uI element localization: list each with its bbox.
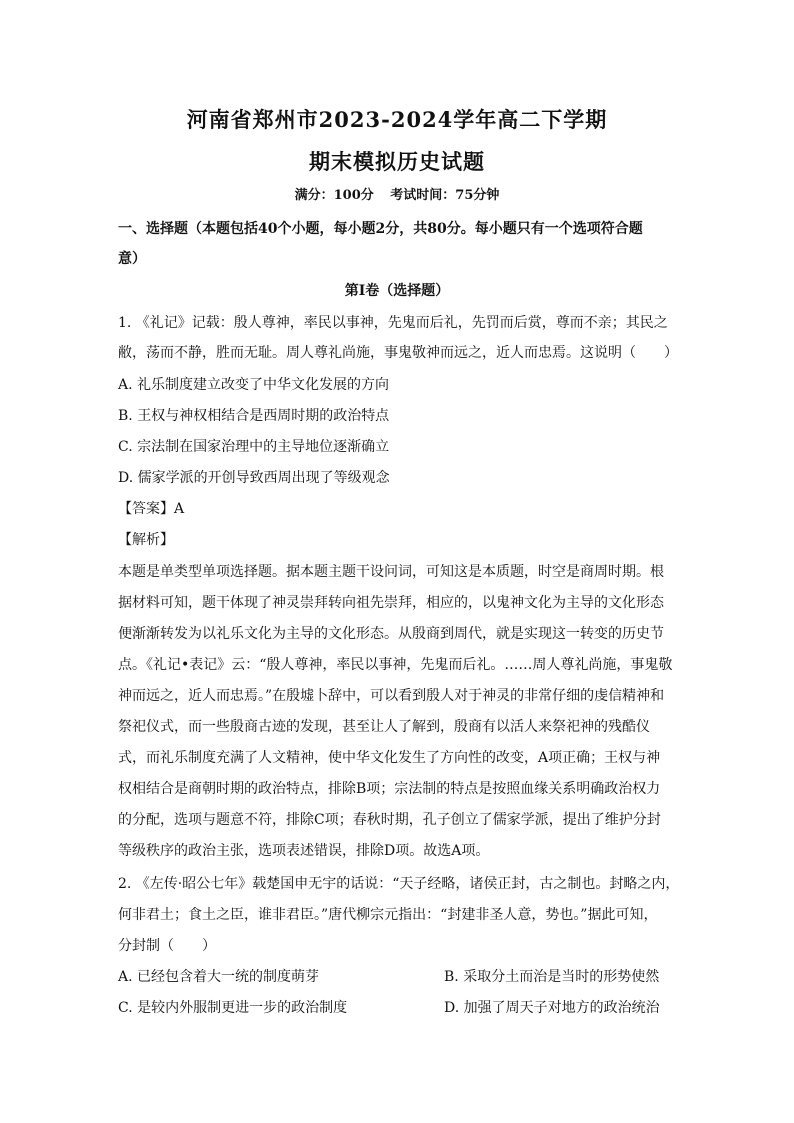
q2-stem-line1: 2. 《左传·昭公七年》载楚国申无宇的话说：“天子经略，诸侯正封，古之制也。封略之内，	[118, 876, 680, 892]
q2-option-b: B. 采取分土而治是当时的形势使然	[444, 969, 660, 985]
q2-option-d: D. 加强了周天子对地方的政治统治	[444, 1000, 660, 1016]
q2-stem-line2: 何非君土；食土之臣，谁非君臣。”唐代柳宗元指出：“封建非圣人意，势也。”据此可知，	[118, 907, 658, 923]
exam-title-line1: 河南省郑州市2023-2024学年高二下学期	[186, 107, 608, 132]
section-instructions-line2: 意）	[118, 251, 146, 267]
q1-analysis-line: 等级秩序的政治主张，选项表述错误，排除D项。故选A项。	[118, 843, 490, 859]
exam-meta	[0, 184, 794, 203]
q1-analysis-label: 【解析】	[118, 532, 174, 548]
volume-title: 第I卷（选择题）	[344, 283, 450, 299]
q1-analysis-line: 式，而礼乐制度充满了人文精神，使中华文化发生了方向性的改变，A项正确；王权与神	[118, 750, 661, 766]
q1-analysis-line: 权相结合是商朝时期的政治特点，排除B项；宗法制的特点是按照血缘关系明确政治权力	[118, 781, 661, 797]
q1-analysis-line: 便渐渐转发为以礼乐文化为主导的文化形态。从殷商到周代，就是实现这一转变的历史节	[118, 626, 664, 642]
q1-analysis-line: 据材料可知，题干体现了神灵崇拜转向祖先崇拜，相应的，以鬼神文化为主导的文化形态	[118, 595, 664, 611]
q2-option-a: A. 已经包含着大一统的制度萌芽	[118, 969, 320, 985]
q1-analysis-line: 本题是单类型单项选择题。据本题主题干设问词，可知这是本质题，时空是商周时期。根	[118, 564, 664, 580]
full-score: 满分：100分	[294, 188, 374, 203]
q1-analysis-line: 神而远之，近人而忠焉。”在殷墟卜辞中，可以看到殷人对于神灵的非常仔细的虔信精神和	[118, 688, 665, 704]
q1-analysis-line: 的分配，选项与题意不符，排除C项；春秋时期，孔子创立了儒家学派，提出了维护分封	[118, 812, 661, 828]
q1-option-c: C. 宗法制在国家治理中的主导地位逐渐确立	[118, 439, 390, 455]
exam-title-line2: 期末模拟历史试题	[309, 149, 485, 174]
q1-answer: 【答案】A	[118, 501, 185, 517]
q1-analysis-line: 祭祀仪式，而一些殷商古迹的发现，甚至让人了解到，殷商有以活人来祭祀神的残酷仪	[118, 719, 650, 735]
q1-option-a: A. 礼乐制度建立改变了中华文化发展的方向	[118, 377, 390, 393]
section-instructions-line1: 一、选择题（本题包括40个小题，每小题2分，共80分。每小题只有一个选项符合题	[118, 221, 643, 237]
q1-option-b: B. 王权与神权相结合是西周时期的政治特点	[118, 408, 390, 424]
q1-option-d: D. 儒家学派的开创导致西周出现了等级观念	[118, 470, 390, 486]
q2-stem-line3: 分封制（ ）	[118, 938, 216, 954]
q1-stem-line1: 1. 《礼记》记载：殷人尊神，率民以事神，先鬼而后礼，先罚而后赏，尊而不亲；其民之	[118, 315, 668, 331]
exam-time: 考试时间：75分钟	[390, 188, 500, 203]
q2-option-c: C. 是较内外服制更进一步的政治制度	[118, 1000, 348, 1016]
q1-stem-line2: 敝，荡而不静，胜而无耻。周人尊礼尚施，事鬼敬神而远之，近人而忠焉。这说明（ ）	[118, 345, 678, 361]
q1-analysis-line: 点。《礼记•表记》云：“殷人尊神，率民以事神，先鬼而后礼。……周人尊礼尚施，事鬼敬	[118, 657, 673, 673]
